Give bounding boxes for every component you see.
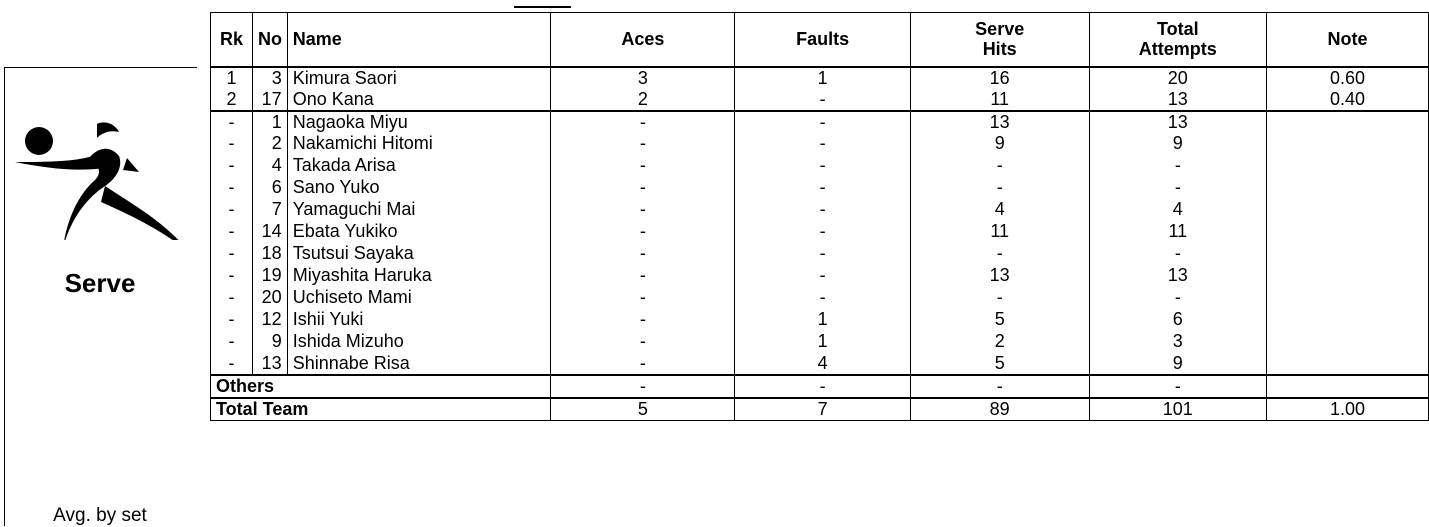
header-serve-hits (910, 13, 1089, 67)
cell-name: Uchiseto Mami (287, 287, 551, 309)
cell-attempts: - (1089, 177, 1267, 199)
total-row (211, 398, 1429, 421)
cell-hits: 11 (910, 221, 1089, 243)
table-row (211, 243, 1429, 265)
category-panel (4, 67, 197, 526)
cell-note: 0.40 (1267, 89, 1429, 111)
cell-attempts: 6 (1089, 309, 1267, 331)
cell-no: 3 (253, 67, 288, 89)
cell-aces: - (551, 331, 735, 353)
cell-rk: - (211, 133, 253, 155)
cell-rk: 2 (211, 89, 253, 111)
header-total-attempts (1089, 13, 1267, 67)
total-aces: 5 (551, 398, 735, 421)
top-tab-marker (514, 0, 571, 8)
cell-name: Kimura Saori (287, 67, 551, 89)
cell-aces: - (551, 221, 735, 243)
cell-no: 2 (253, 133, 288, 155)
cell-hits: 5 (910, 353, 1089, 375)
cell-aces: - (551, 243, 735, 265)
cell-no: 17 (253, 89, 288, 111)
cell-hits: 13 (910, 111, 1089, 133)
cell-attempts: 9 (1089, 133, 1267, 155)
cell-no: 19 (253, 265, 288, 287)
cell-no: 14 (253, 221, 288, 243)
cell-faults: - (735, 177, 911, 199)
cell-rk: - (211, 331, 253, 353)
header-serve-hits-line2: Hits (982, 39, 1017, 60)
cell-no: 12 (253, 309, 288, 331)
cell-name: Ono Kana (287, 89, 551, 111)
cell-aces: - (551, 111, 735, 133)
cell-note: 0.60 (1267, 67, 1429, 89)
cell-rk: - (211, 199, 253, 221)
cell-attempts: 4 (1089, 199, 1267, 221)
header-rk: Rk (211, 13, 253, 67)
cell-faults: - (735, 243, 911, 265)
cell-attempts: 9 (1089, 353, 1267, 375)
cell-aces: - (551, 309, 735, 331)
category-title: Serve (64, 268, 136, 298)
others-note (1267, 375, 1429, 398)
cell-attempts: 13 (1089, 89, 1267, 111)
cell-hits: 2 (910, 331, 1089, 353)
header-faults: Faults (735, 13, 911, 67)
cell-no: 9 (253, 331, 288, 353)
cell-faults: - (735, 221, 911, 243)
header-name: Name (287, 13, 551, 67)
cell-faults: - (735, 265, 911, 287)
others-attempts: - (1089, 375, 1267, 398)
others-faults: - (735, 375, 911, 398)
cell-name: Shinnabe Risa (287, 353, 551, 375)
cell-rk: - (211, 353, 253, 375)
cell-attempts: - (1089, 155, 1267, 177)
cell-hits: 16 (910, 67, 1089, 89)
header-aces: Aces (551, 13, 735, 67)
cell-aces: - (551, 199, 735, 221)
cell-note (1267, 155, 1429, 177)
table-row (211, 199, 1429, 221)
cell-note (1267, 265, 1429, 287)
cell-name: Ebata Yukiko (287, 221, 551, 243)
cell-faults: - (735, 287, 911, 309)
cell-hits: 13 (910, 265, 1089, 287)
cell-rk: - (211, 265, 253, 287)
cell-rk: - (211, 287, 253, 309)
total-note: 1.00 (1267, 398, 1429, 421)
others-aces: - (551, 375, 735, 398)
table-row (211, 265, 1429, 287)
cell-attempts: - (1089, 287, 1267, 309)
cell-hits: 9 (910, 133, 1089, 155)
header-no: No (253, 13, 288, 67)
cell-name: Nagaoka Miyu (287, 111, 551, 133)
cell-faults: - (735, 133, 911, 155)
header-total-attempts-line2: Attempts (1138, 39, 1217, 60)
header-total-attempts-line1: Total (1156, 19, 1199, 40)
table-row (211, 331, 1429, 353)
cell-aces: - (551, 287, 735, 309)
cell-hits: 4 (910, 199, 1089, 221)
table-row (211, 111, 1429, 133)
cell-faults: - (735, 155, 911, 177)
cell-faults: 1 (735, 67, 911, 89)
cell-note (1267, 177, 1429, 199)
cell-aces: 2 (551, 89, 735, 111)
cell-no: 7 (253, 199, 288, 221)
cell-hits: - (910, 155, 1089, 177)
cell-note (1267, 287, 1429, 309)
category-footer: Avg. by set (53, 505, 147, 526)
table-row (211, 221, 1429, 243)
cell-no: 18 (253, 243, 288, 265)
total-hits: 89 (910, 398, 1089, 421)
cell-note (1267, 111, 1429, 133)
cell-aces: - (551, 265, 735, 287)
volleyball-serve-icon (5, 94, 195, 240)
table-row (211, 309, 1429, 331)
cell-name: Miyashita Haruka (287, 265, 551, 287)
table-header-row (211, 13, 1429, 67)
cell-no: 6 (253, 177, 288, 199)
table-row (211, 353, 1429, 375)
others-hits: - (910, 375, 1089, 398)
cell-hits: 11 (910, 89, 1089, 111)
cell-name: Yamaguchi Mai (287, 199, 551, 221)
cell-no: 4 (253, 155, 288, 177)
cell-attempts: 13 (1089, 111, 1267, 133)
cell-no: 20 (253, 287, 288, 309)
others-label: Others (211, 375, 551, 398)
cell-faults: 1 (735, 309, 911, 331)
cell-hits: - (910, 287, 1089, 309)
cell-note (1267, 331, 1429, 353)
cell-note (1267, 133, 1429, 155)
table-row (211, 287, 1429, 309)
cell-attempts: 20 (1089, 67, 1267, 89)
cell-attempts: 3 (1089, 331, 1267, 353)
cell-note (1267, 221, 1429, 243)
table-row (211, 67, 1429, 89)
cell-faults: - (735, 89, 911, 111)
cell-no: 13 (253, 353, 288, 375)
cell-note (1267, 309, 1429, 331)
cell-name: Ishii Yuki (287, 309, 551, 331)
cell-aces: - (551, 133, 735, 155)
cell-name: Nakamichi Hitomi (287, 133, 551, 155)
cell-faults: - (735, 111, 911, 133)
cell-rk: - (211, 155, 253, 177)
cell-aces: - (551, 177, 735, 199)
others-row (211, 375, 1429, 398)
total-label: Total Team (211, 398, 551, 421)
cell-rk: - (211, 111, 253, 133)
cell-rk: - (211, 221, 253, 243)
cell-name: Ishida Mizuho (287, 331, 551, 353)
cell-aces: - (551, 155, 735, 177)
cell-faults: 4 (735, 353, 911, 375)
header-note: Note (1267, 13, 1429, 67)
cell-name: Sano Yuko (287, 177, 551, 199)
table-row (211, 89, 1429, 111)
cell-note (1267, 353, 1429, 375)
cell-rk: 1 (211, 67, 253, 89)
cell-attempts: 13 (1089, 265, 1267, 287)
cell-faults: 1 (735, 331, 911, 353)
cell-no: 1 (253, 111, 288, 133)
cell-hits: - (910, 177, 1089, 199)
cell-attempts: - (1089, 243, 1267, 265)
cell-hits: - (910, 243, 1089, 265)
total-faults: 7 (735, 398, 911, 421)
cell-hits: 5 (910, 309, 1089, 331)
cell-rk: - (211, 177, 253, 199)
header-serve-hits-line1: Serve (975, 19, 1025, 40)
table-row (211, 177, 1429, 199)
cell-name: Takada Arisa (287, 155, 551, 177)
cell-name: Tsutsui Sayaka (287, 243, 551, 265)
cell-rk: - (211, 309, 253, 331)
cell-rk: - (211, 243, 253, 265)
table-row (211, 155, 1429, 177)
cell-note (1267, 243, 1429, 265)
table-row (211, 133, 1429, 155)
cell-faults: - (735, 199, 911, 221)
cell-aces: 3 (551, 67, 735, 89)
cell-attempts: 11 (1089, 221, 1267, 243)
total-attempts: 101 (1089, 398, 1267, 421)
cell-aces: - (551, 353, 735, 375)
serve-stats-table (210, 12, 1429, 421)
cell-note (1267, 199, 1429, 221)
